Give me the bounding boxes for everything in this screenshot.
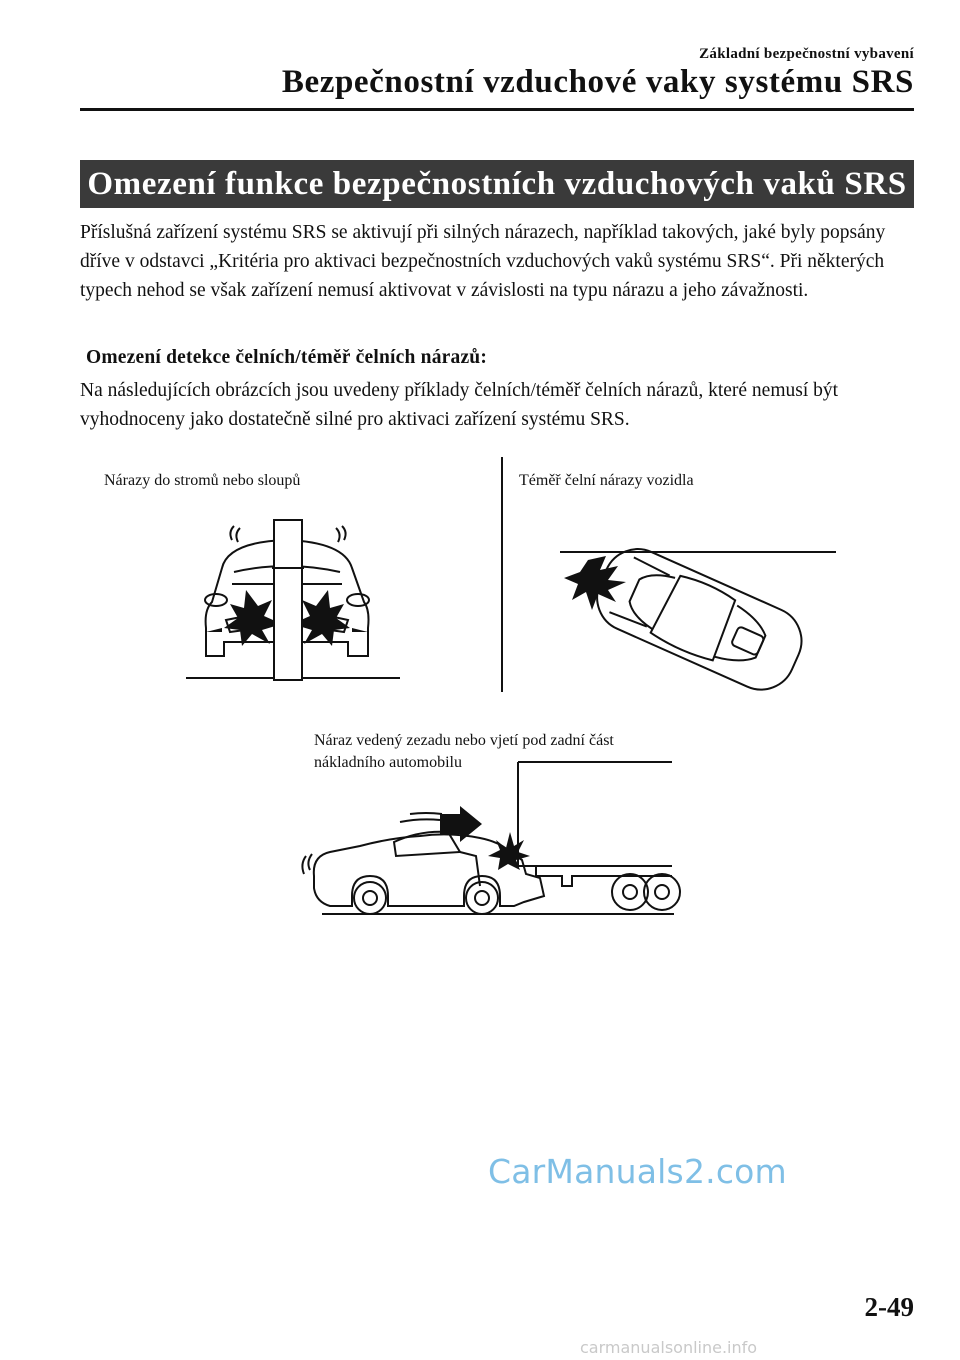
banner-title: Omezení funkce bezpečnostních vzduchových vaků SRS (87, 165, 907, 202)
section-banner (80, 160, 914, 208)
underride-impact-illustration (300, 756, 680, 921)
header-rule (80, 108, 914, 111)
figure-divider (501, 457, 503, 692)
pole-impact-illustration (186, 520, 406, 685)
watermark-text: CarManuals2.com (488, 1152, 787, 1191)
subsection-text: Na následujících obrázcích jsou uvedeny příklady čelních/téměř čelních nárazů, které nemusí být vyhodnoceny jako dostatečně silné pro aktivaci zařízení systému SRS. (80, 380, 839, 430)
intro-paragraph: Příslušná zařízení systému SRS se aktivují při silných nárazech, například takových, jaké byly popsány dříve v odstavci „Kritéria pro aktivaci bezpečnostních vzduchových vaků systému SRS“. Při některých typech nehod se však zařízení nemusí aktivovat v závislosti na typu nárazu a jeho závažnosti. (80, 222, 886, 301)
caption-pole-impact: Nárazy do stromů nebo sloupů (104, 472, 301, 489)
section-label: Základní bezpečnostní vybavení (699, 46, 914, 62)
caption-underride-line1: Náraz vedený zezadu nebo vjetí pod zadní část (314, 732, 614, 749)
footer-site-link[interactable]: carmanualsonline.info (580, 1338, 758, 1357)
chapter-title: Bezpečnostní vzduchové vaky systému SRS (281, 64, 914, 100)
angled-impact-illustration (558, 530, 838, 690)
subsection-heading: Omezení detekce čelních/téměř čelních nárazů: (86, 347, 488, 368)
page-number: 2-49 (864, 1292, 914, 1322)
caption-underride-line2: nákladního automobilu (314, 754, 462, 771)
caption-angled-impact: Téměř čelní nárazy vozidla (519, 472, 694, 489)
